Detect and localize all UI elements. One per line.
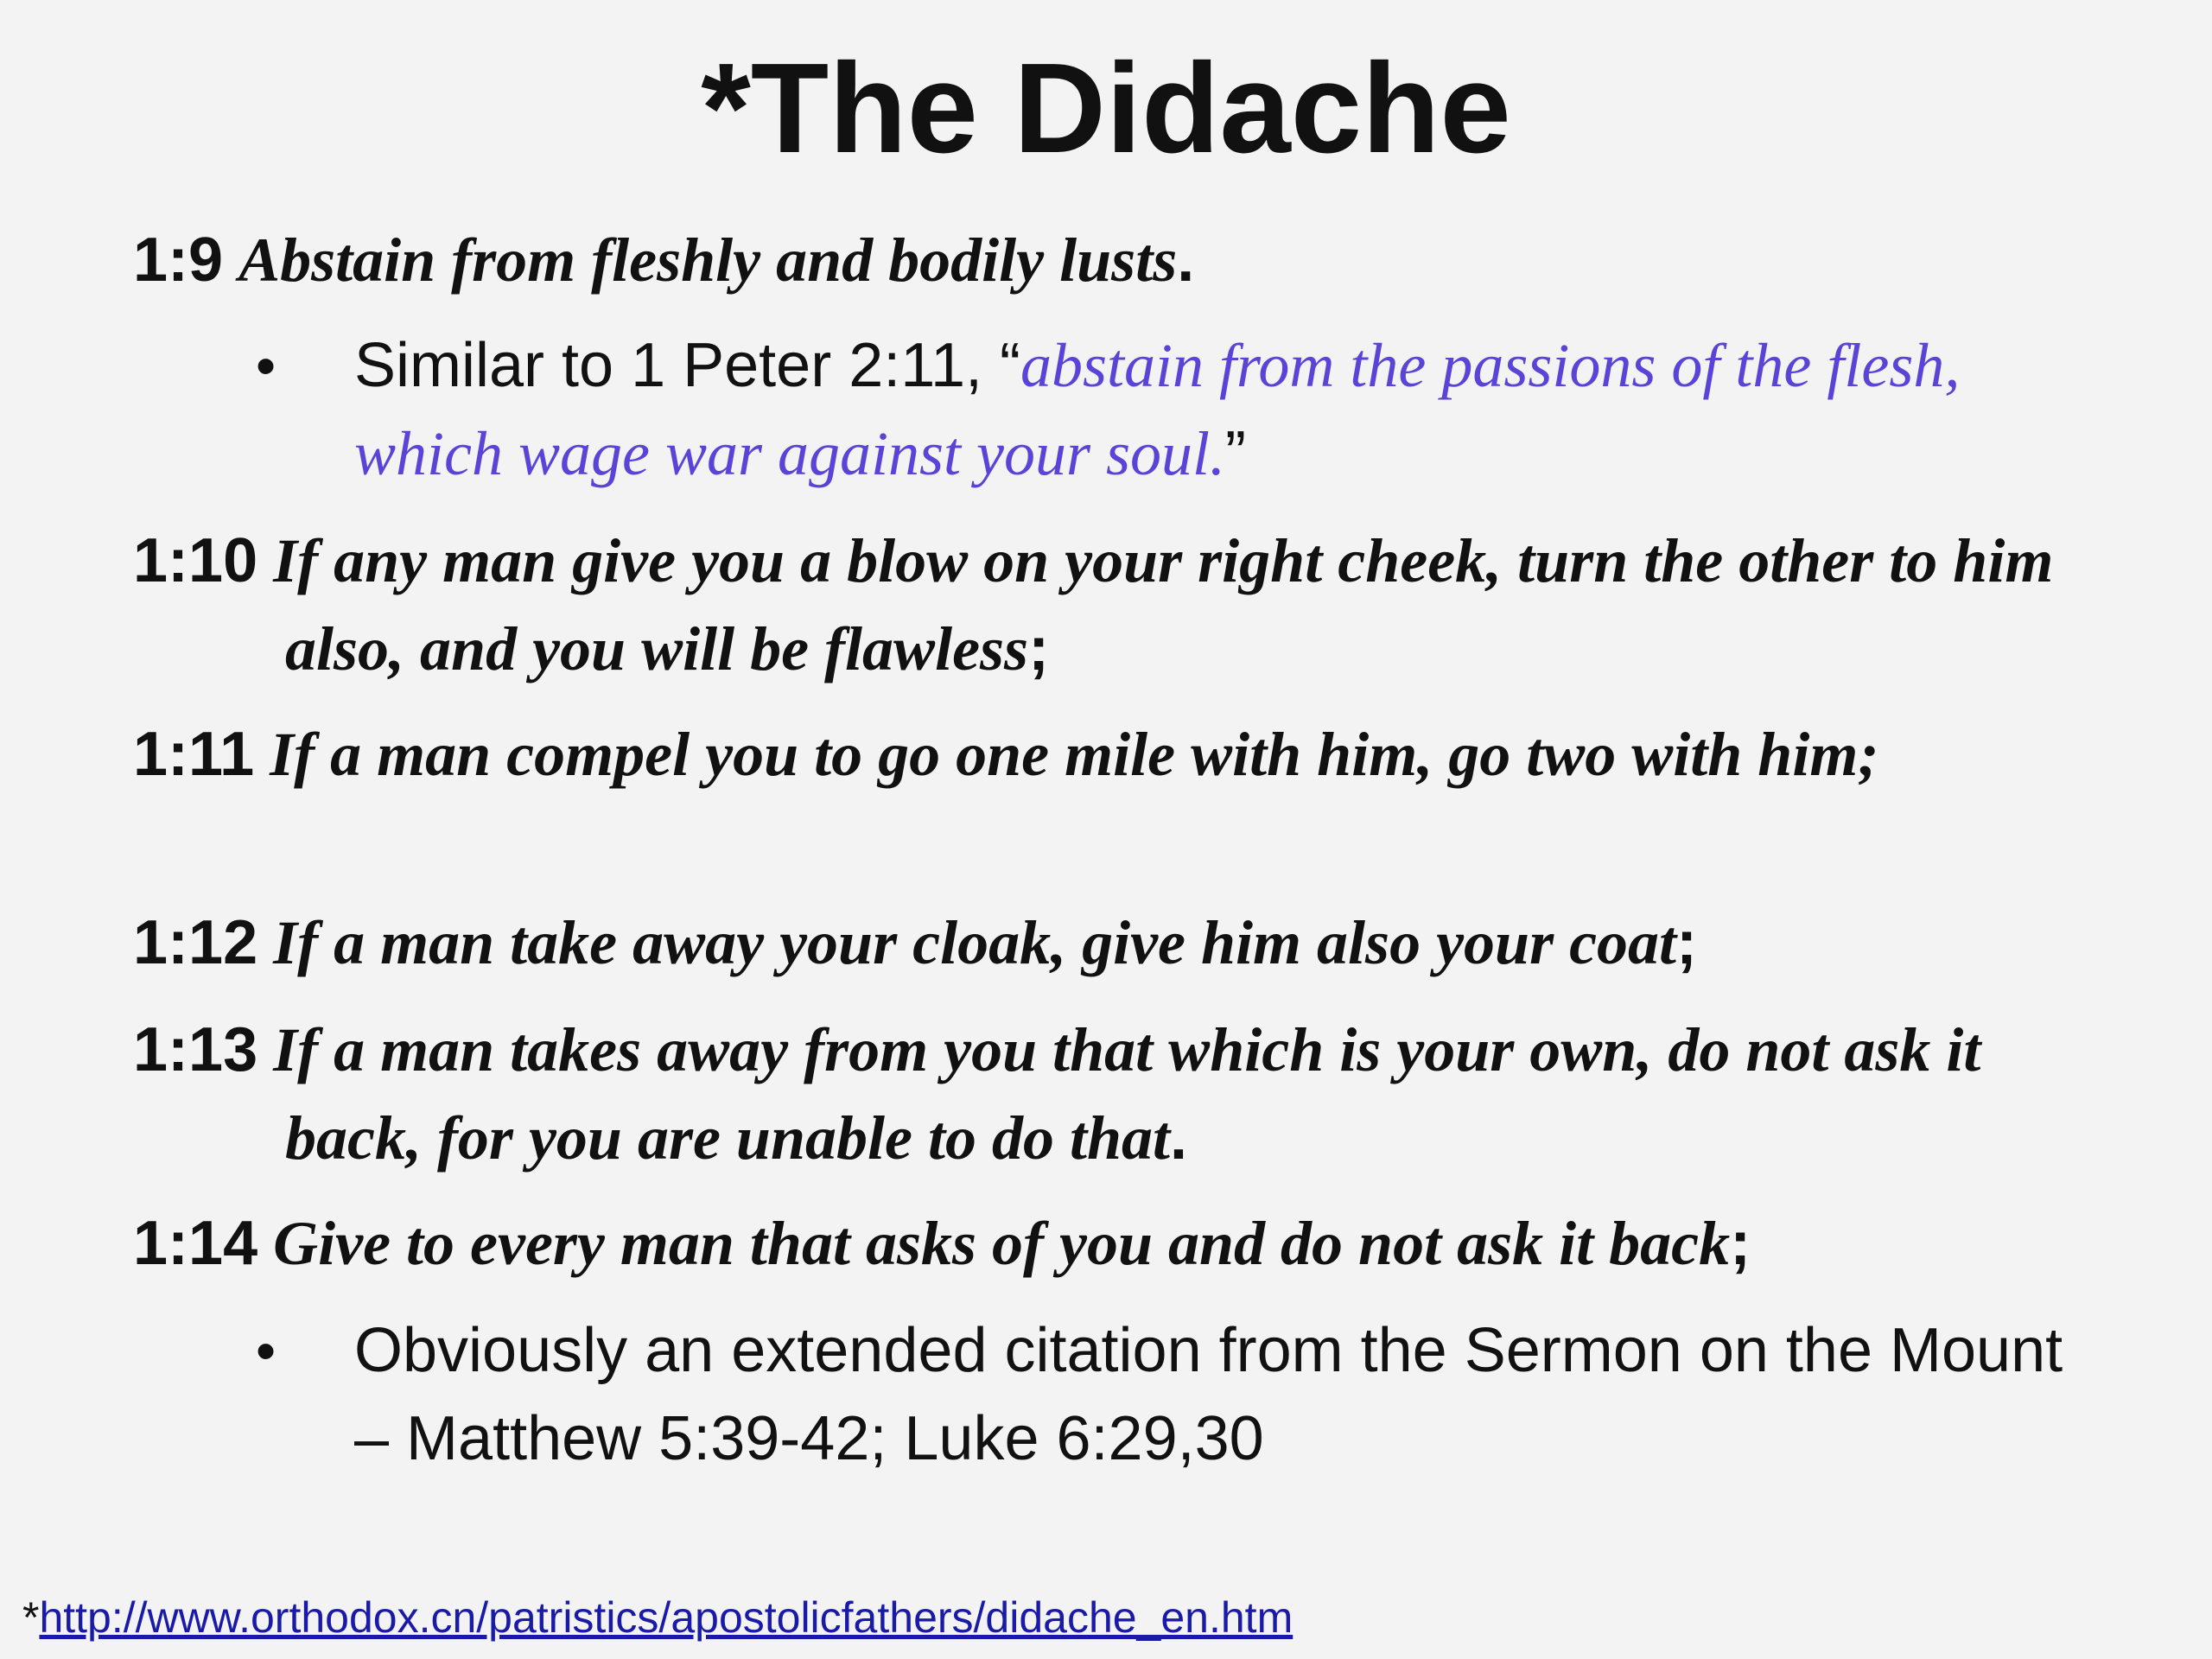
verse-1-11 bbox=[133, 710, 2060, 798]
verse-1-13 bbox=[133, 1006, 2060, 1182]
verse-end: ; bbox=[1730, 1209, 1751, 1278]
source-link[interactable]: http://www.orthodox.cn/patristics/apostolicfathers/didache_en.htm bbox=[39, 1593, 1294, 1642]
verse-end: . bbox=[1177, 226, 1195, 295]
verse-end: . bbox=[1170, 1103, 1188, 1173]
verse-ref: 1:10 bbox=[133, 526, 258, 595]
verse-text: If a man take away your cloak, give him also your coat bbox=[273, 908, 1677, 977]
verse-ref: 1:13 bbox=[133, 1015, 258, 1084]
scripture-quote: abstain from the passions of the flesh, which wage war against your soul. bbox=[354, 331, 1961, 488]
slide-title: *The Didache bbox=[701, 37, 1511, 180]
bullet-marker: • bbox=[256, 1319, 276, 1382]
bullet-marker: • bbox=[256, 334, 276, 397]
verse-text: Abstain from fleshly and bodily lusts bbox=[238, 226, 1178, 295]
verse-1-9 bbox=[133, 216, 2060, 304]
bullet-text: Obviously an extended citation from the Sermon on the Mount – Matthew 5:39-42; Luke 6:29,30 bbox=[354, 1316, 2063, 1473]
verse-text: If a man compel you to go one mile with him, go two with him; bbox=[270, 720, 1879, 789]
verse-1-10 bbox=[133, 517, 2060, 693]
bullet-peter-reference bbox=[256, 321, 2096, 498]
verse-end: ; bbox=[1028, 614, 1050, 683]
verse-text: If a man takes away from you that which is your own, do not ask it back, for you are unable to do that bbox=[273, 1015, 1981, 1173]
bullet-suffix: ” bbox=[1225, 419, 1247, 488]
verse-1-14 bbox=[133, 1199, 2060, 1287]
verse-1-12 bbox=[133, 899, 2060, 987]
verse-ref: 1:12 bbox=[133, 908, 258, 977]
verse-ref: 1:14 bbox=[133, 1209, 258, 1278]
footnote-marker: * bbox=[22, 1593, 40, 1642]
verse-ref: 1:11 bbox=[133, 720, 255, 789]
verse-text: If any man give you a blow on your right cheek, turn the other to him also, and you will be flawless bbox=[273, 526, 2054, 683]
verse-ref: 1:9 bbox=[133, 226, 224, 295]
verse-text: Give to every man that asks of you and do not ask it back bbox=[273, 1209, 1731, 1278]
bullet-sermon-citation bbox=[256, 1306, 2096, 1483]
verse-end: ; bbox=[1676, 908, 1698, 977]
footnote bbox=[22, 1592, 1293, 1643]
bullet-prefix: Similar to 1 Peter 2:11, “ bbox=[354, 331, 1020, 400]
